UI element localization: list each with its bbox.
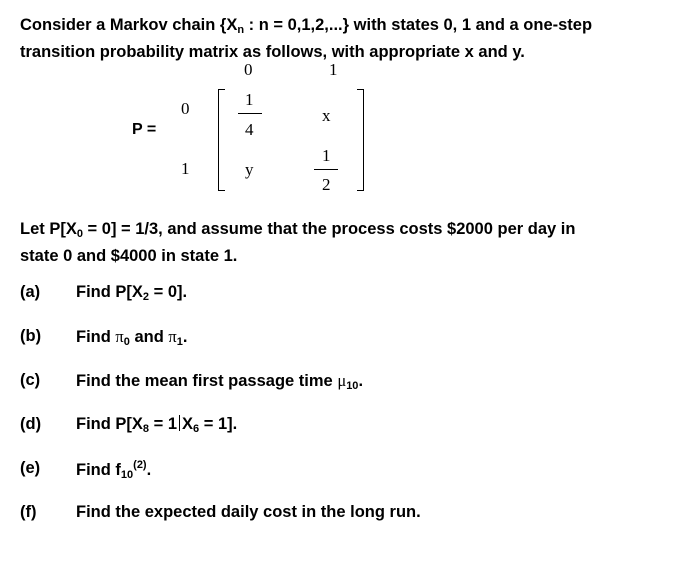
part-f-text: Find the expected daily cost in the long run. (76, 503, 421, 521)
part-a-text-1: Find P[X (76, 283, 143, 301)
p00-fraction-bar (238, 113, 262, 114)
matrix-left-bracket (218, 89, 225, 191)
part-d-subscript-6: 6 (193, 423, 200, 435)
part-d-text (76, 415, 237, 435)
setup-paragraph (20, 218, 680, 267)
intro-line-2: transition probability matrix as follows, with appropriate x and y. (20, 43, 525, 61)
p10-value: y (245, 160, 254, 179)
setup-subscript-0: 0 (76, 228, 83, 240)
intro-subscript-n: n (237, 24, 245, 36)
part-d-text-mid: = 1 (149, 415, 178, 433)
part-b-subscript-1: 1 (176, 336, 183, 348)
part-c-text (76, 371, 363, 392)
matrix-row-header-1: 1 (181, 159, 190, 178)
part-c-subscript: 10 (346, 380, 359, 392)
intro-text-2: : n = 0,1,2,...} with states 0, 1 and a one-step (244, 16, 593, 34)
part-e-text (76, 459, 151, 481)
part-e-subscript: 10 (120, 469, 134, 481)
p01-value: x (322, 106, 331, 125)
part-d-text-1: Find P[X (76, 415, 143, 433)
part-a-text (76, 283, 187, 303)
setup-line-2: state 0 and $4000 in state 1. (20, 247, 238, 265)
part-b-text-1: Find (76, 328, 116, 346)
part-a-subscript: 2 (142, 291, 150, 303)
pi-symbol-1: π (168, 327, 177, 346)
matrix-row-header-0: 0 (181, 99, 190, 118)
part-b-label: (b) (20, 327, 42, 345)
part-d-label: (d) (20, 415, 42, 433)
part-a-label: (a) (20, 283, 41, 301)
conditional-bar (179, 415, 180, 431)
matrix-label: P = (132, 121, 157, 138)
p00-numerator: 1 (245, 90, 254, 109)
part-b-text (76, 327, 187, 348)
part-e-text-1: Find f (76, 461, 121, 479)
part-a-text-2: = 0]. (149, 283, 188, 301)
part-f-label: (f) (20, 503, 37, 521)
setup-text-2: = 0] = 1/3, and assume that the process costs $2000 per day in (82, 220, 576, 238)
part-b-subscript-0: 0 (123, 336, 130, 348)
part-e-label: (e) (20, 459, 41, 477)
part-e-superscript: (2) (133, 459, 147, 471)
part-c-label: (c) (20, 371, 41, 389)
matrix-col-header-1: 1 (329, 60, 338, 79)
part-c-text-end: . (358, 372, 364, 390)
part-b-text-end: . (182, 328, 188, 346)
p11-numerator: 1 (322, 146, 331, 165)
part-d-x: X (182, 415, 194, 433)
part-d-text-end: = 1]. (199, 415, 238, 433)
p11-fraction-bar (314, 169, 338, 170)
part-d-subscript-8: 8 (142, 423, 150, 435)
matrix-col-header-0: 0 (244, 60, 253, 79)
intro-paragraph (20, 14, 680, 63)
setup-text-1: Let P[X (20, 220, 77, 238)
intro-text-1: Consider a Markov chain {X (20, 16, 238, 34)
p00-denominator: 4 (245, 120, 254, 139)
part-c-text-1: Find the mean first passage time (76, 372, 338, 390)
part-e-text-end: . (146, 461, 152, 479)
matrix-right-bracket (357, 89, 364, 191)
pi-symbol-0: π (115, 327, 124, 346)
p11-denominator: 2 (322, 175, 331, 194)
part-b-text-mid: and (129, 328, 169, 346)
mu-symbol: μ (337, 371, 347, 390)
